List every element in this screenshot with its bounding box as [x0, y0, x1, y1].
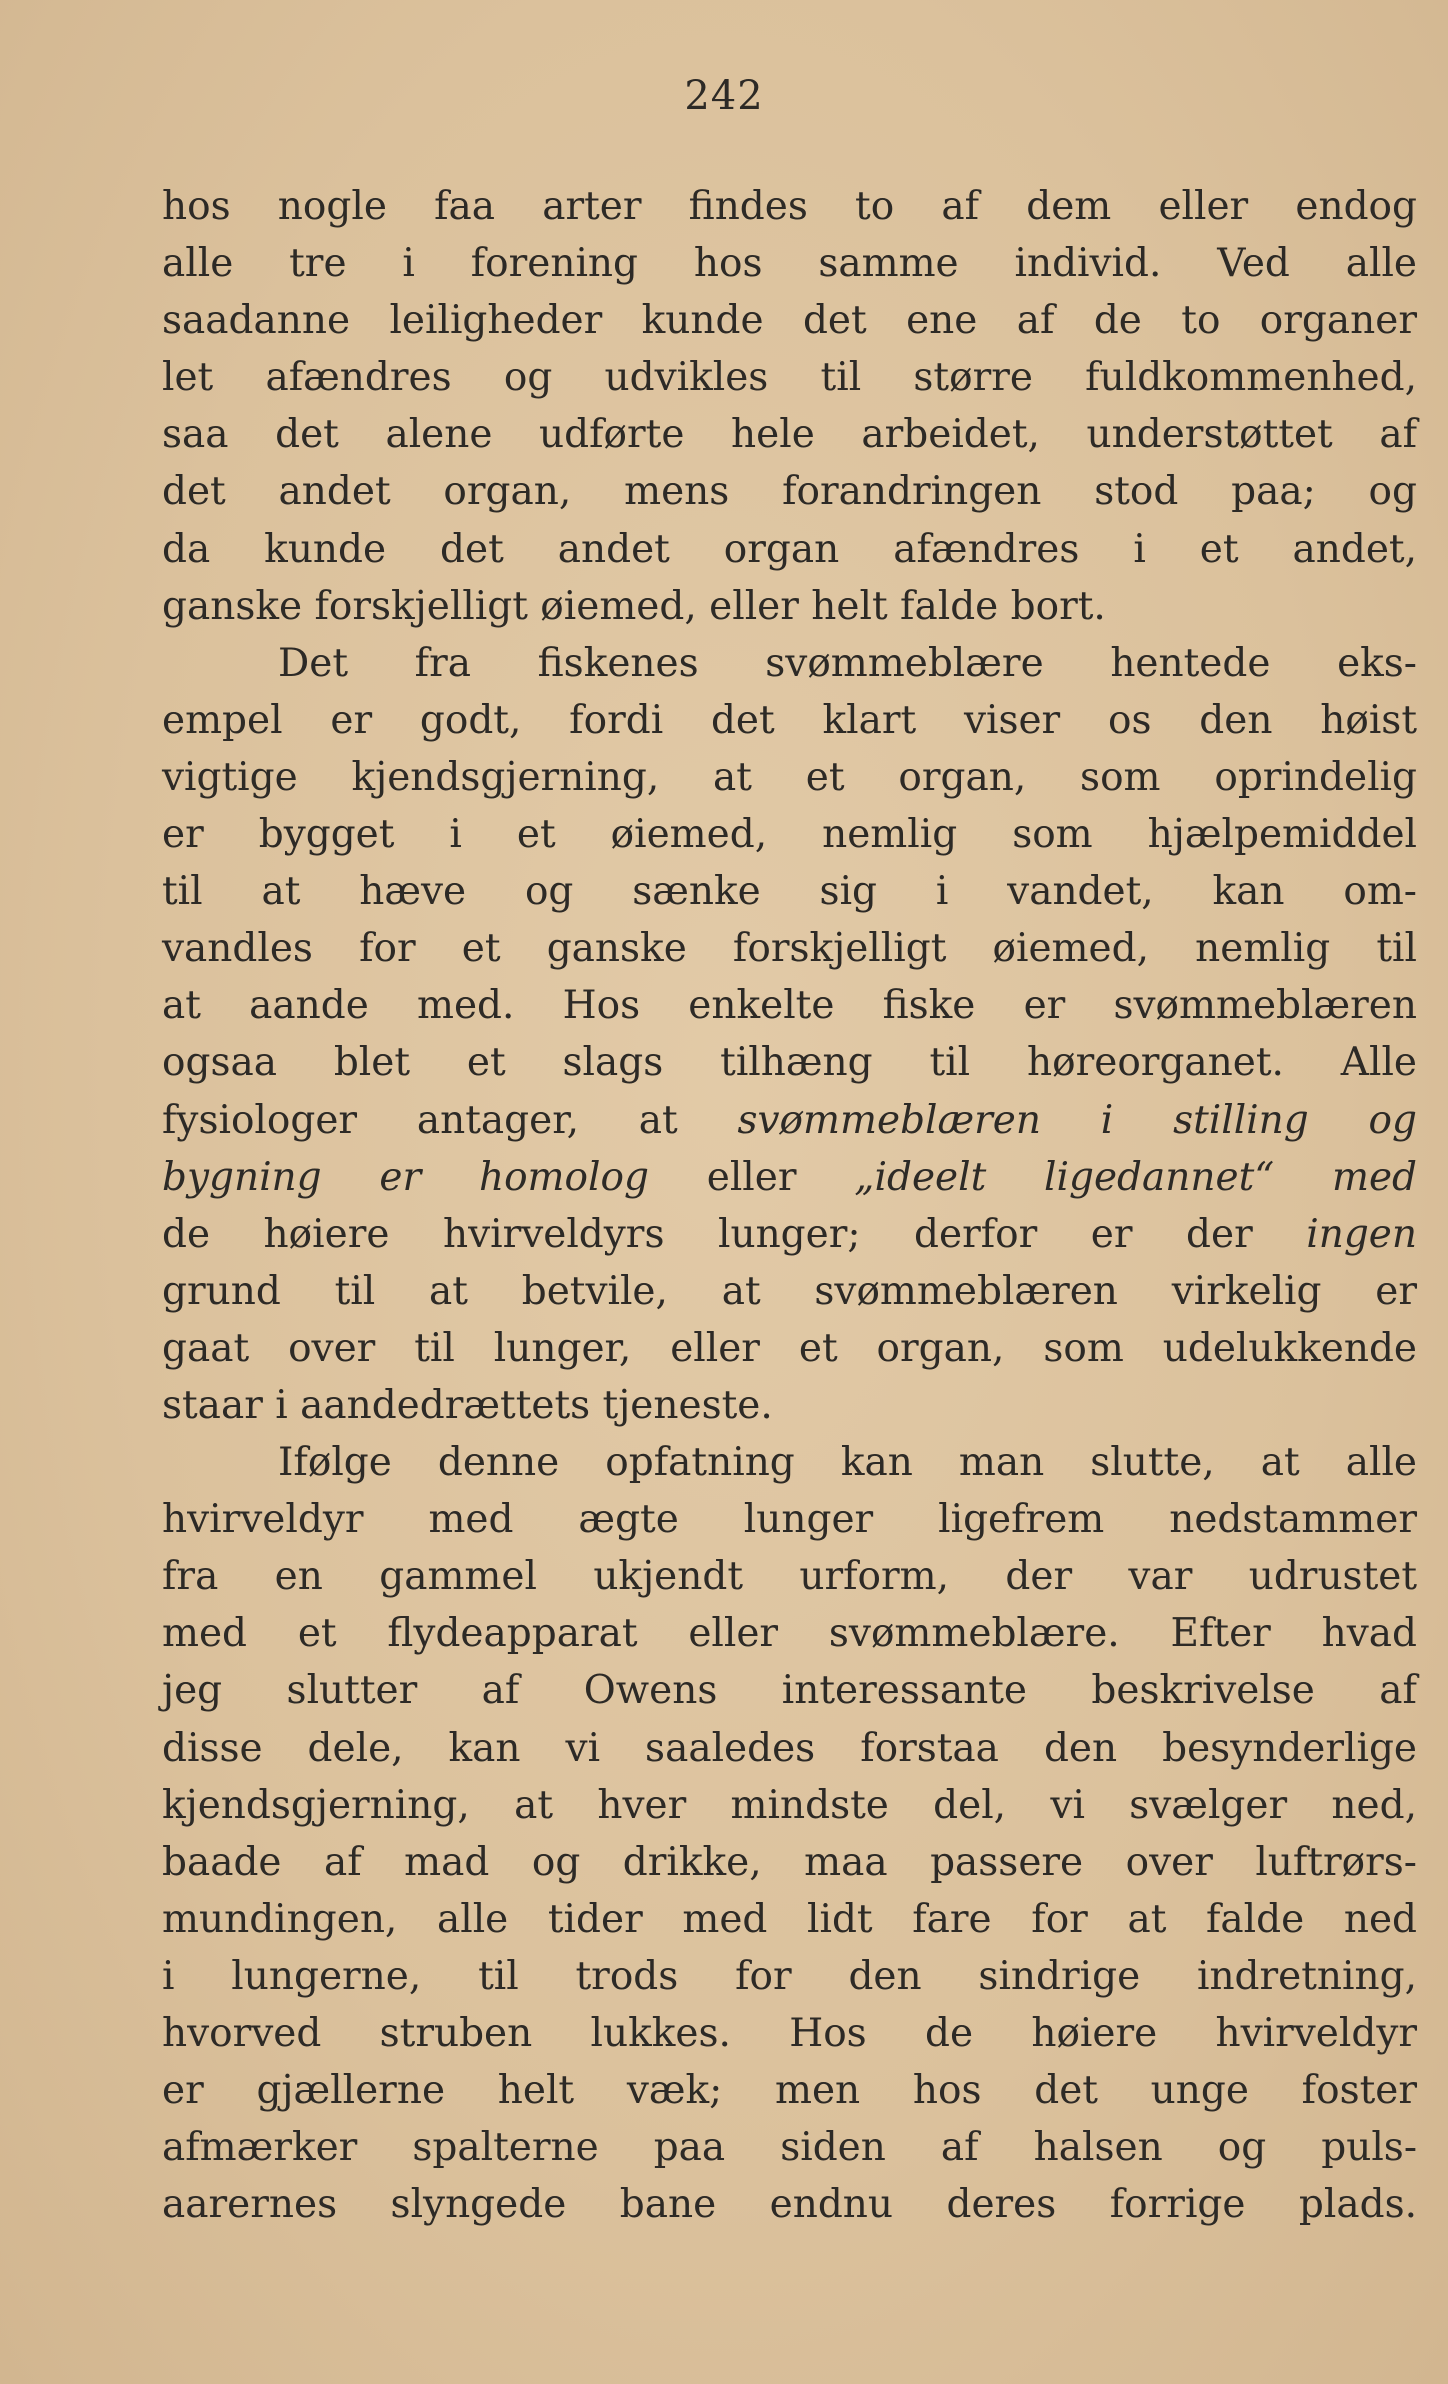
body-text	[162, 178, 1417, 2233]
text-line: hvirveldyr med ægte lunger ligefrem nedstammer	[162, 1497, 1417, 1543]
text-line: alle tre i forening hos samme individ. Ved alle	[162, 241, 1417, 287]
text-line: saadanne leiligheder kunde det ene af de to organer	[162, 298, 1417, 344]
text-line: hos nogle faa arter findes to af dem eller endog	[162, 184, 1417, 229]
text-line: gaat over til lunger, eller et organ, som udelukkende	[162, 1325, 1417, 1371]
page-number: 242	[684, 73, 764, 119]
text-line: aarernes slyngede bane endnu deres forrige plads.	[162, 2182, 1417, 2228]
text-line: saa det alene udførte hele arbeidet, understøttet af	[162, 412, 1417, 458]
text-line: jeg slutter af Owens interessante beskrivelse af	[162, 1668, 1417, 1714]
text-line: til at hæve og sænke sig i vandet, kan om-	[162, 869, 1417, 915]
italic-segment: bygning er homolog	[162, 1154, 649, 1200]
italic-segment: svømmeblæren i stilling og	[737, 1097, 1417, 1143]
text-line: det andet organ, mens forandringen stod paa; og	[162, 469, 1417, 515]
italic-segment: ingen	[1306, 1211, 1417, 1257]
text-segment: eller	[648, 1154, 855, 1200]
text-line: er gjællerne helt væk; men hos det unge foster	[162, 2068, 1417, 2114]
text-line: let afændres og udvikles til større fuldkommenhed,	[162, 355, 1417, 401]
text-line	[162, 1149, 1417, 1206]
text-line: fra en gammel ukjendt urform, der var udrustet	[162, 1554, 1417, 1600]
text-line: vigtige kjendsgjerning, at et organ, som oprindelig	[162, 754, 1417, 800]
text-line: mundingen, alle tider med lidt fare for at falde ned	[162, 1896, 1417, 1942]
text-line: staar i aandedrættets tjeneste.	[162, 1382, 773, 1428]
italic-segment: „ideelt ligedannet“ med	[854, 1154, 1418, 1200]
text-line: ganske forskjelligt øiemed, eller helt falde bort.	[162, 583, 1106, 629]
text-line: hvorved struben lukkes. Hos de høiere hvirveldyr	[162, 2011, 1417, 2056]
paragraph-start-line: Ifølge denne opfatning kan man slutte, at alle	[278, 1440, 1417, 1486]
text-line: empel er godt, fordi det klart viser os den høist	[162, 697, 1417, 743]
text-line	[162, 1092, 1417, 1149]
text-line: baade af mad og drikke, maa passere over luftrørs-	[162, 1839, 1417, 1885]
text-line: vandles for et ganske forskjelligt øiemed, nemlig til	[162, 926, 1417, 972]
text-line: i lungerne, til trods for den sindrige indretning,	[162, 1953, 1417, 1999]
text-segment: de høiere hvirveldyrs lunger; derfor er der	[162, 1211, 1307, 1257]
text-line: grund til at betvile, at svømmeblæren virkelig er	[162, 1268, 1417, 1314]
text-segment: fysiologer antager, at	[162, 1097, 738, 1143]
text-line: ogsaa blet et slags tilhæng til høreorganet. Alle	[162, 1040, 1417, 1086]
text-line: da kunde det andet organ afændres i et andet,	[162, 526, 1417, 572]
text-line	[162, 1206, 1417, 1263]
text-line: er bygget i et øiemed, nemlig som hjælpemiddel	[162, 812, 1417, 858]
text-line: at aande med. Hos enkelte fiske er svømmeblæren	[162, 983, 1417, 1029]
text-line: afmærker spalterne paa siden af halsen og puls-	[162, 2125, 1417, 2171]
text-line: disse dele, kan vi saaledes forstaa den besynderlige	[162, 1725, 1417, 1771]
text-line: kjendsgjerning, at hver mindste del, vi svælger ned,	[162, 1782, 1417, 1828]
paragraph-start-line: Det fra fiskenes svømmeblære hentede eks-	[278, 640, 1417, 686]
text-line: med et flydeapparat eller svømmeblære. Efter hvad	[162, 1611, 1417, 1657]
